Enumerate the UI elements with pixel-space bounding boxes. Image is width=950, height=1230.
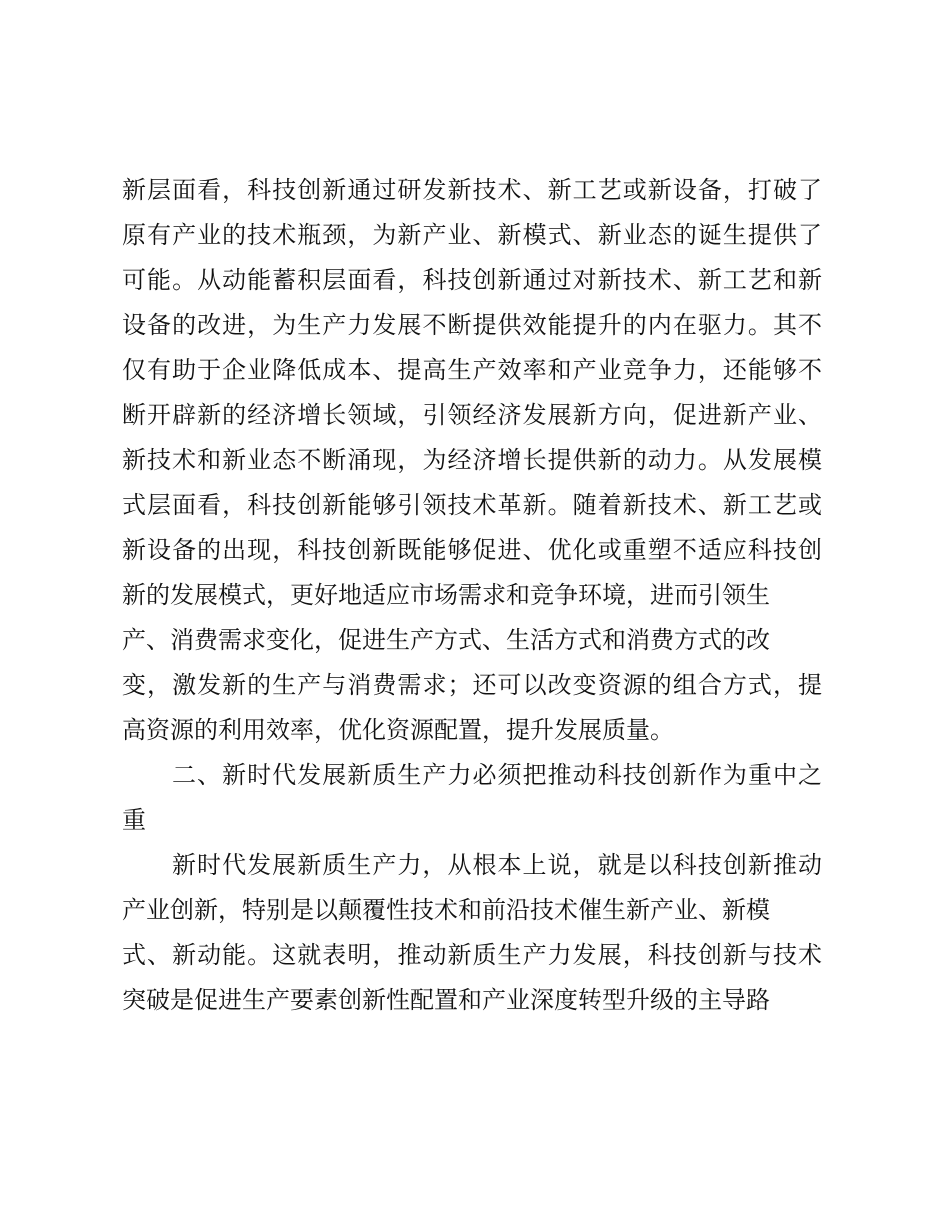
paragraph-line: 设备的改进，为生产力发展不断提供效能提升的内在驱力。其不 <box>122 311 822 339</box>
paragraph-line: 原有产业的技术瓶颈，为新产业、新模式、新业态的诞生提供了 <box>122 221 822 249</box>
paragraph-line: 新时代发展新质生产力，从根本上说，就是以科技创新推动 <box>172 851 822 879</box>
paragraph-line: 式层面看，科技创新能够引领技术革新。随着新技术、新工艺或 <box>122 491 822 519</box>
paragraph-line: 断开辟新的经济增长领域，引领经济发展新方向，促进新产业、 <box>122 401 822 429</box>
body-text <box>122 168 822 1023</box>
paragraph-line: 新设备的出现，科技创新既能够促进、优化或重塑不适应科技创 <box>122 536 822 564</box>
paragraph-line: 突破是促进生产要素创新性配置和产业深度转型升级的主导路 <box>122 986 770 1014</box>
paragraph-line: 仅有助于企业降低成本、提高生产效率和产业竞争力，还能够不 <box>122 356 822 384</box>
section-heading-line-end: 重 <box>122 806 146 834</box>
paragraph-line: 可能。从动能蓄积层面看，科技创新通过对新技术、新工艺和新 <box>122 266 822 294</box>
paragraph-line-end: 高资源的利用效率，优化资源配置，提升发展质量。 <box>122 716 674 744</box>
paragraph-line: 产业创新，特别是以颠覆性技术和前沿技术催生新产业、新模 <box>122 896 770 924</box>
paragraph-line: 新层面看，科技创新通过研发新技术、新工艺或新设备，打破了 <box>122 176 822 204</box>
paragraph-line: 式、新动能。这就表明，推动新质生产力发展，科技创新与技术 <box>122 941 822 969</box>
paragraph-line: 新的发展模式，更好地适应市场需求和竞争环境，进而引领生 <box>122 581 770 609</box>
paragraph-line: 产、消费需求变化，促进生产方式、生活方式和消费方式的改 <box>122 626 770 654</box>
paragraph-line: 新技术和新业态不断涌现，为经济增长提供新的动力。从发展模 <box>122 446 822 474</box>
paragraph-line: 变，激发新的生产与消费需求；还可以改变资源的组合方式，提 <box>122 671 822 699</box>
section-heading-line: 二、新时代发展新质生产力必须把推动科技创新作为重中之 <box>172 761 822 789</box>
